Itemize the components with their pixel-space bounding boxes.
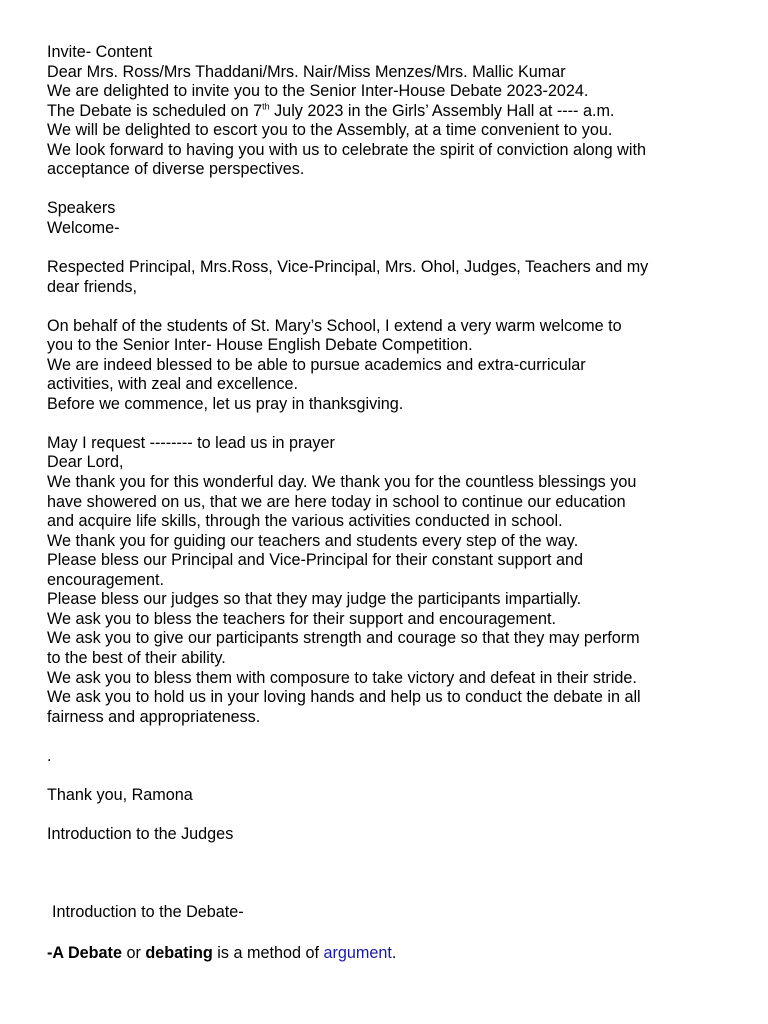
spacer (47, 766, 747, 786)
schedule-text-post: July 2023 in the Girls’ Assembly Hall at ---- a.m. (269, 101, 615, 120)
prayer-line-8: We ask you to bless the teachers for their support and encouragement. (47, 609, 556, 628)
argument-link[interactable]: argument (323, 944, 392, 963)
prayer-line-2: have showered on us, that we are here today in school to continue our education (47, 492, 626, 511)
speakers-heading: Speakers (47, 199, 116, 218)
prayer-line-5: Please bless our Principal and Vice-Principal for their constant support and (47, 551, 583, 570)
document-page (47, 43, 747, 964)
welcome-paragraph-3: Before we commence, let us pray in thanksgiving. (47, 394, 404, 413)
invite-salutation: Dear Mrs. Ross/Mrs Thaddani/Mrs. Nair/Miss Menzes/Mrs. Mallic Kumar (47, 62, 566, 81)
invite-line-4b: acceptance of diverse perspectives. (47, 160, 305, 179)
address-line-b: dear friends, (47, 277, 137, 296)
thank-you-line: Thank you, Ramona (47, 785, 193, 804)
invite-schedule (47, 102, 747, 122)
definition-text-2: is a method of (212, 944, 324, 963)
welcome-paragraph-1b: you to the Senior Inter- House English Debate Competition. (47, 336, 473, 355)
invite-line-1: We are delighted to invite you to the Senior Inter-House Debate 2023-2024. (47, 82, 589, 101)
judges-intro-heading: Introduction to the Judges (47, 824, 234, 843)
prayer-line-11: We ask you to bless them with composure to take victory and defeat in their stride. (47, 668, 637, 687)
definition-text-1: or (121, 944, 146, 963)
spacer (47, 884, 747, 904)
prayer-line-3: and acquire life skills, through the various activities conducted in school. (47, 512, 563, 531)
invite-line-3: We will be delighted to escort you to the Assembly, at a time convenient to you. (47, 121, 613, 140)
closing-dot: . (47, 746, 52, 765)
spacer (47, 297, 747, 317)
spacer (47, 923, 747, 943)
prayer-line-7: Please bless our judges so that they may judge the participants impartially. (47, 590, 582, 609)
prayer-line-13: fairness and appropriateness. (47, 707, 261, 726)
schedule-text-pre: The Debate is scheduled on 7 (47, 101, 263, 120)
welcome-paragraph-2b: activities, with zeal and excellence. (47, 375, 299, 394)
prayer-line-1: We thank you for this wonderful day. We thank you for the countless blessings you (47, 473, 637, 492)
invite-line-4a: We look forward to having you with us to celebrate the spirit of conviction along with (47, 140, 646, 159)
invite-heading: Invite- Content (47, 43, 153, 61)
debate-intro-heading: Introduction to the Debate- (52, 903, 244, 922)
definition-bold-term-1: -A Debate (47, 944, 122, 963)
prayer-line-9: We ask you to give our participants strength and courage so that they may perform (47, 629, 640, 648)
spacer (47, 844, 747, 883)
spacer (47, 727, 747, 747)
welcome-paragraph-2a: We are indeed blessed to be able to pursue academics and extra-curricular (47, 355, 586, 374)
spacer (47, 180, 747, 200)
prayer-line-4: We thank you for guiding our teachers and students every step of the way. (47, 531, 579, 550)
prayer-line-12: We ask you to hold us in your loving hands and help us to conduct the debate in all (47, 688, 641, 707)
spacer (47, 414, 747, 434)
welcome-label: Welcome- (47, 218, 120, 237)
address-line-a: Respected Principal, Mrs.Ross, Vice-Principal, Mrs. Ohol, Judges, Teachers and my (47, 258, 649, 277)
prayer-line-6: encouragement. (47, 570, 164, 589)
spacer (47, 805, 747, 825)
definition-bold-term-2: debating (145, 944, 213, 963)
prayer-line-10: to the best of their ability. (47, 648, 226, 667)
definition-end: . (391, 944, 397, 963)
prayer-opening: Dear Lord, (47, 453, 124, 472)
prayer-request: May I request -------- to lead us in prayer (47, 433, 335, 452)
spacer (47, 238, 747, 258)
debate-definition (47, 944, 747, 964)
schedule-superscript: th (262, 101, 270, 112)
welcome-paragraph-1a: On behalf of the students of St. Mary’s School, I extend a very warm welcome to (47, 316, 622, 335)
